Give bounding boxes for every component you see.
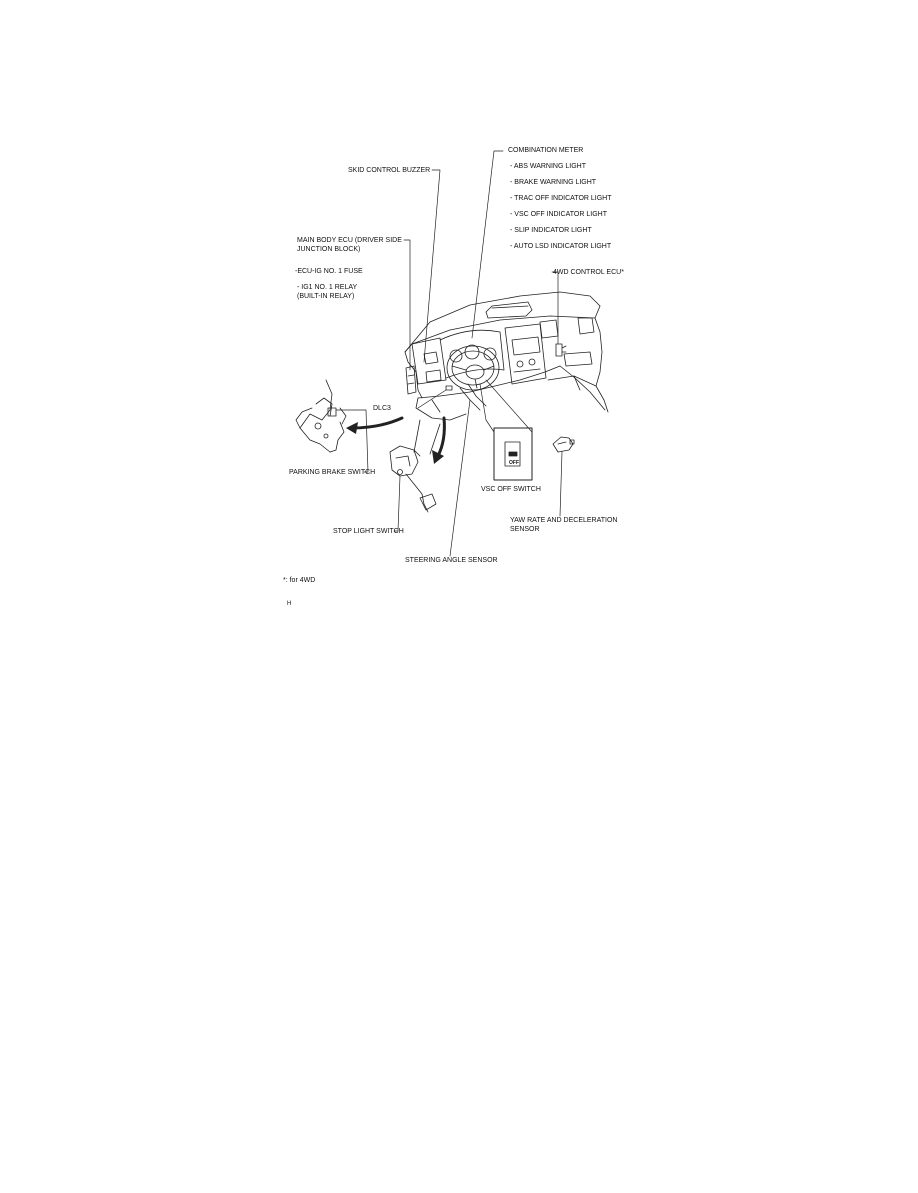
vsc-off-switch-callout: [494, 428, 532, 480]
label-combination-meter: COMBINATION METER: [508, 147, 584, 154]
label-brake-warning-light: - BRAKE WARNING LIGHT: [510, 179, 597, 186]
label-slip-indicator-light: - SLIP INDICATOR LIGHT: [510, 227, 592, 234]
label-main-body-ecu-line2: JUNCTION BLOCK): [297, 246, 361, 253]
label-vsc-off-indicator-light: - VSC OFF INDICATOR LIGHT: [510, 211, 607, 218]
label-ecu-ig-no1-fuse: -ECU-IG NO. 1 FUSE: [295, 268, 363, 275]
label-dlc3: DLC3: [373, 405, 391, 412]
indicator-arrows: [352, 418, 444, 456]
label-auto-lsd-indicator-light: - AUTO LSD INDICATOR LIGHT: [510, 243, 612, 250]
yaw-rate-sensor-illustration: [553, 437, 574, 452]
label-parking-brake-switch: PARKING BRAKE SWITCH: [289, 469, 376, 476]
parking-brake-illustration: [296, 380, 346, 452]
label-steering-angle-sensor: STEERING ANGLE SENSOR: [405, 557, 498, 564]
label-yaw-rate-line2: SENSOR: [510, 526, 540, 533]
footnote-4wd: *: for 4WD: [283, 577, 316, 584]
vsc-button-off-text: OFF: [509, 460, 519, 466]
dashboard-illustration: [405, 292, 608, 454]
label-stop-light-switch: STOP LIGHT SWITCH: [333, 528, 404, 535]
label-vsc-off-switch: VSC OFF SWITCH: [481, 486, 541, 493]
label-trac-off-indicator-light: - TRAC OFF INDICATOR LIGHT: [510, 195, 612, 202]
label-4wd-control-ecu: 4WD CONTROL ECU*: [553, 269, 624, 276]
label-main-body-ecu-line1: MAIN BODY ECU (DRIVER SIDE: [297, 237, 402, 244]
label-abs-warning-light: - ABS WARNING LIGHT: [510, 163, 586, 170]
brake-pedal-illustration: [390, 446, 436, 512]
label-skid-control-buzzer: SKID CONTROL BUZZER: [348, 167, 431, 174]
figure-code: H: [287, 601, 292, 607]
label-ig1-no1-relay-line2: (BUILT-IN RELAY): [297, 293, 355, 300]
label-ig1-no1-relay-line1: - IG1 NO. 1 RELAY: [297, 284, 358, 291]
label-yaw-rate-line1: YAW RATE AND DECELERATION: [510, 517, 618, 524]
